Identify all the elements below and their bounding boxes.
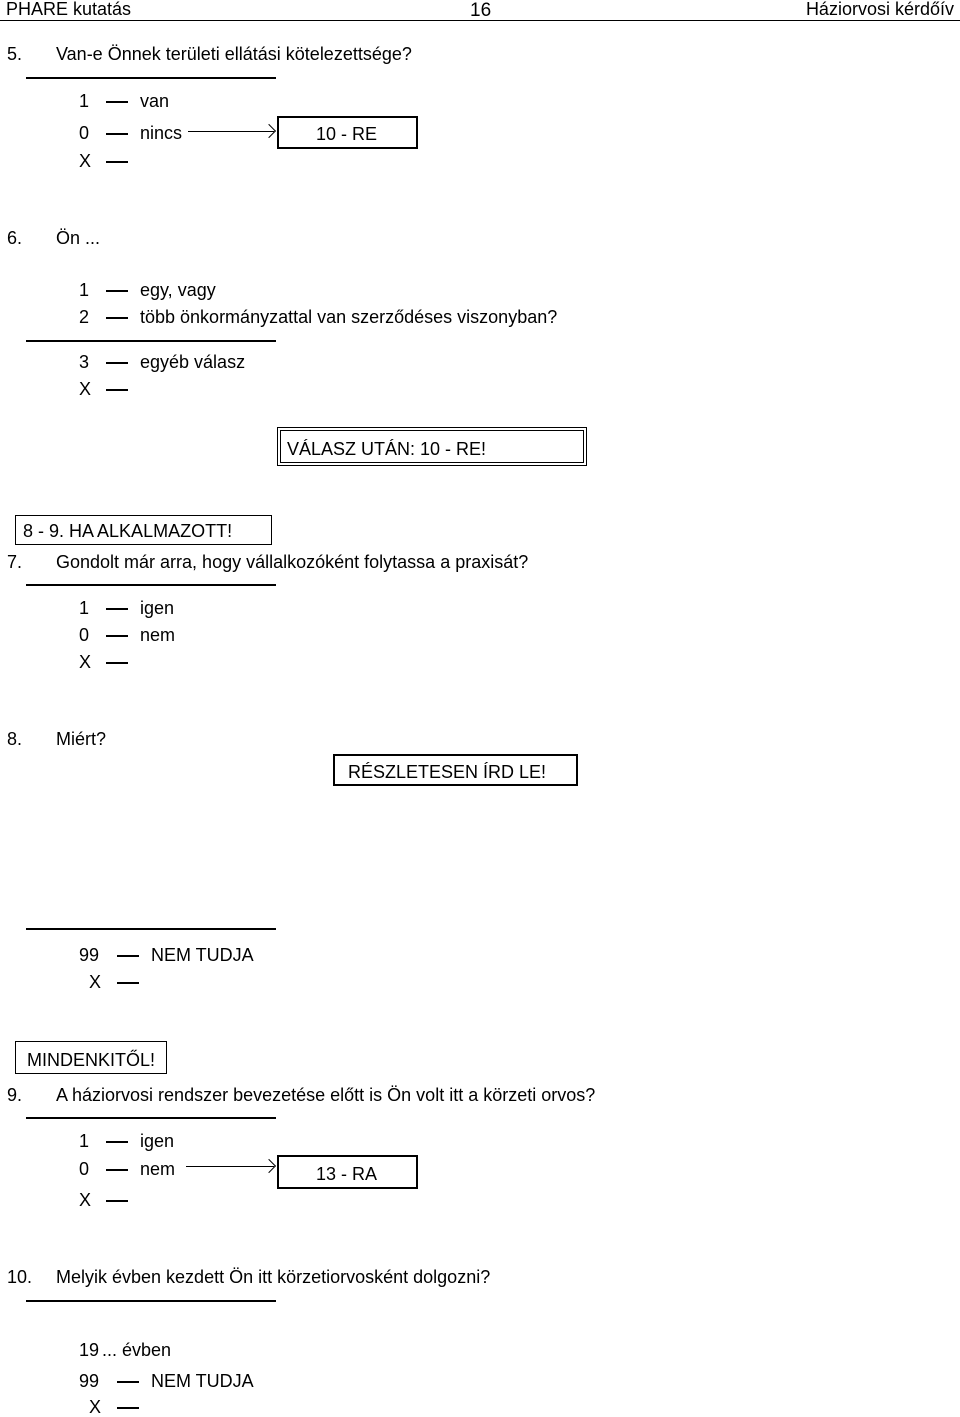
filter-label: MINDENKITŐL! [27, 1050, 156, 1070]
question-number: 8. [7, 729, 23, 749]
option-label[interactable]: nem [140, 625, 176, 645]
question-number: 9. [7, 1085, 23, 1105]
option-dash [117, 982, 139, 984]
jump-label: 10 - RE [316, 124, 378, 144]
option-code: X [89, 1397, 102, 1417]
option-dash [106, 608, 128, 610]
question-number: 6. [7, 228, 23, 248]
option-label[interactable]: egy, vagy [140, 280, 216, 300]
option-label[interactable]: nem [140, 1159, 176, 1179]
option-dash [106, 362, 128, 364]
instruction-box [333, 754, 578, 786]
option-dash [106, 101, 128, 103]
arrow-head-icon [262, 1159, 276, 1173]
option-dash [117, 1381, 139, 1383]
filter-box-8-9 [15, 515, 272, 545]
option-code: 1 [79, 91, 90, 111]
instruction-label: RÉSZLETESEN ÍRD LE! [348, 762, 547, 782]
answer-rule [26, 1117, 276, 1119]
option-label[interactable]: igen [140, 598, 175, 618]
header-left: PHARE kutatás [6, 0, 132, 19]
option-label[interactable]: több önkormányzattal van szerződéses viszonyban? [140, 307, 558, 327]
jump-label: 13 - RA [316, 1164, 378, 1184]
question-text: A háziorvosi rendszer bevezetése előtt is Ön volt itt a körzeti orvos? [56, 1085, 596, 1105]
option-code: 2 [79, 307, 90, 327]
option-dash [106, 290, 128, 292]
question-number: 7. [7, 552, 23, 572]
option-label[interactable]: igen [140, 1131, 175, 1151]
option-label[interactable]: NEM TUDJA [151, 1371, 254, 1391]
option-dash [117, 1407, 139, 1409]
option-label[interactable]: nincs [140, 123, 183, 143]
year-prefix: 19 [79, 1340, 100, 1360]
header-right: Háziorvosi kérdőív [805, 0, 954, 19]
option-dash [106, 1200, 128, 1202]
option-code: 1 [79, 598, 90, 618]
answer-rule [26, 584, 276, 586]
question-text: Ön ... [56, 228, 101, 248]
option-code: 1 [79, 1131, 90, 1151]
option-code: 0 [79, 625, 90, 645]
option-dash [106, 161, 128, 163]
answer-rule [26, 77, 276, 79]
option-code: X [79, 151, 92, 171]
option-code: X [79, 379, 92, 399]
option-dash [106, 1141, 128, 1143]
year-field[interactable]: ... évben [102, 1340, 172, 1360]
arrow-head-icon [262, 124, 276, 138]
question-text: Gondolt már arra, hogy vállalkozóként folytassa a praxisát? [56, 552, 529, 572]
jump-box [277, 116, 418, 149]
question-text: Miért? [56, 729, 107, 749]
header-rule [0, 20, 960, 21]
option-dash [106, 133, 128, 135]
option-dash [106, 1169, 128, 1171]
page-number: 16 [470, 0, 492, 21]
option-dash [106, 389, 128, 391]
answer-rule [26, 340, 276, 342]
option-code: X [79, 652, 92, 672]
question-text: Melyik évben kezdett Ön itt körzetiorvosként dolgozni? [56, 1267, 491, 1287]
option-code: 0 [79, 1159, 90, 1179]
option-code: 99 [79, 945, 100, 965]
option-code: X [79, 1190, 92, 1210]
question-text: Van-e Önnek területi ellátási kötelezettsége? [56, 44, 412, 64]
filter-label: 8 - 9. HA ALKALMAZOTT! [23, 521, 233, 541]
filter-box-all [15, 1041, 167, 1074]
option-code: 3 [79, 352, 90, 372]
question-number: 5. [7, 44, 23, 64]
option-label[interactable]: egyéb válasz [140, 352, 246, 372]
after-answer-box [277, 427, 587, 466]
jump-box [277, 1155, 418, 1189]
option-dash [106, 635, 128, 637]
option-code: 1 [79, 280, 90, 300]
option-label[interactable]: NEM TUDJA [151, 945, 254, 965]
option-label[interactable]: van [140, 91, 170, 111]
option-dash [106, 662, 128, 664]
option-dash [106, 317, 128, 319]
jump-arrow [186, 1166, 274, 1167]
option-dash [117, 955, 139, 957]
question-number: 10. [7, 1267, 33, 1287]
after-answer-label: VÁLASZ UTÁN: 10 - RE! [287, 439, 487, 459]
answer-rule [26, 928, 276, 930]
option-code: 99 [79, 1371, 100, 1391]
option-code: X [89, 972, 102, 992]
option-code: 0 [79, 123, 90, 143]
answer-rule [26, 1300, 276, 1302]
